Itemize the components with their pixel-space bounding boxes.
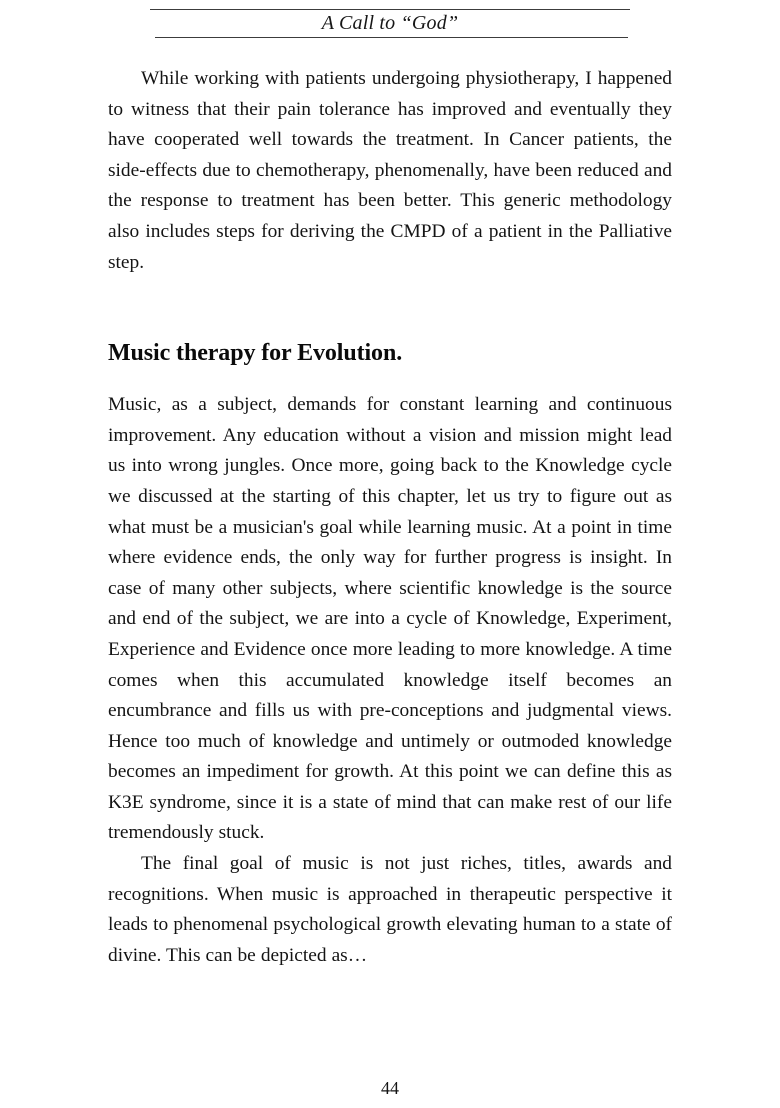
spacer-after-heading [108,368,672,390]
paragraph-music-as-a-subject: Music, as a subject, demands for constant learning and continuous improvement. Any education without a vision and mission might lead us into wrong jungles. Once more, going back to the Knowledge cycle we discussed at the starting of this chapter, let us try to figure out as what must be a musician's goal while learning music. At a point in time where evidence ends, the only way for further progress is insight. In case of many other subjects, where scientific knowledge is the source and end of the subject, we are into a cycle of Knowledge, Experiment, Experience and Evidence once more leading to more knowledge. A time comes when this accumulated knowledge itself becomes an encumbrance and fills us with pre-conceptions and judgmental views. Hence too much of knowledge and untimely or outmoded knowledge becomes an impediment for growth. At this point we can define this as K3E syndrome, since it is a state of mind that can make rest of our life tremendously stuck. [108,394,672,844]
header-rule-bottom [155,37,628,38]
page-number: 44 [381,1078,399,1098]
paragraph-physiotherapy: While working with patients undergoing physiotherapy, I happened to witness that their pain tolerance has improved and eventually they have cooperated well towards the treatment. In Cancer patients, the side-effects due to chemotherapy, phenomenally, have been reduced and the response to treatment has been better. This generic methodology also includes steps for deriving the CMPD of a patient in the Palliative step. [108,68,672,273]
section-heading-music-therapy-evolution: Music therapy for Evolution. [108,340,403,367]
running-header [0,0,780,48]
page-content [108,64,672,971]
spacer-before-heading [108,278,672,338]
paragraph-final-goal-of-music: The final goal of music is not just riches, titles, awards and recognitions. When music is approached in therapeutic perspective it leads to phenomenal psychological growth elevating human to a state of divine. This can be depicted as… [108,853,672,966]
running-header-title: A Call to “God” [321,12,459,34]
